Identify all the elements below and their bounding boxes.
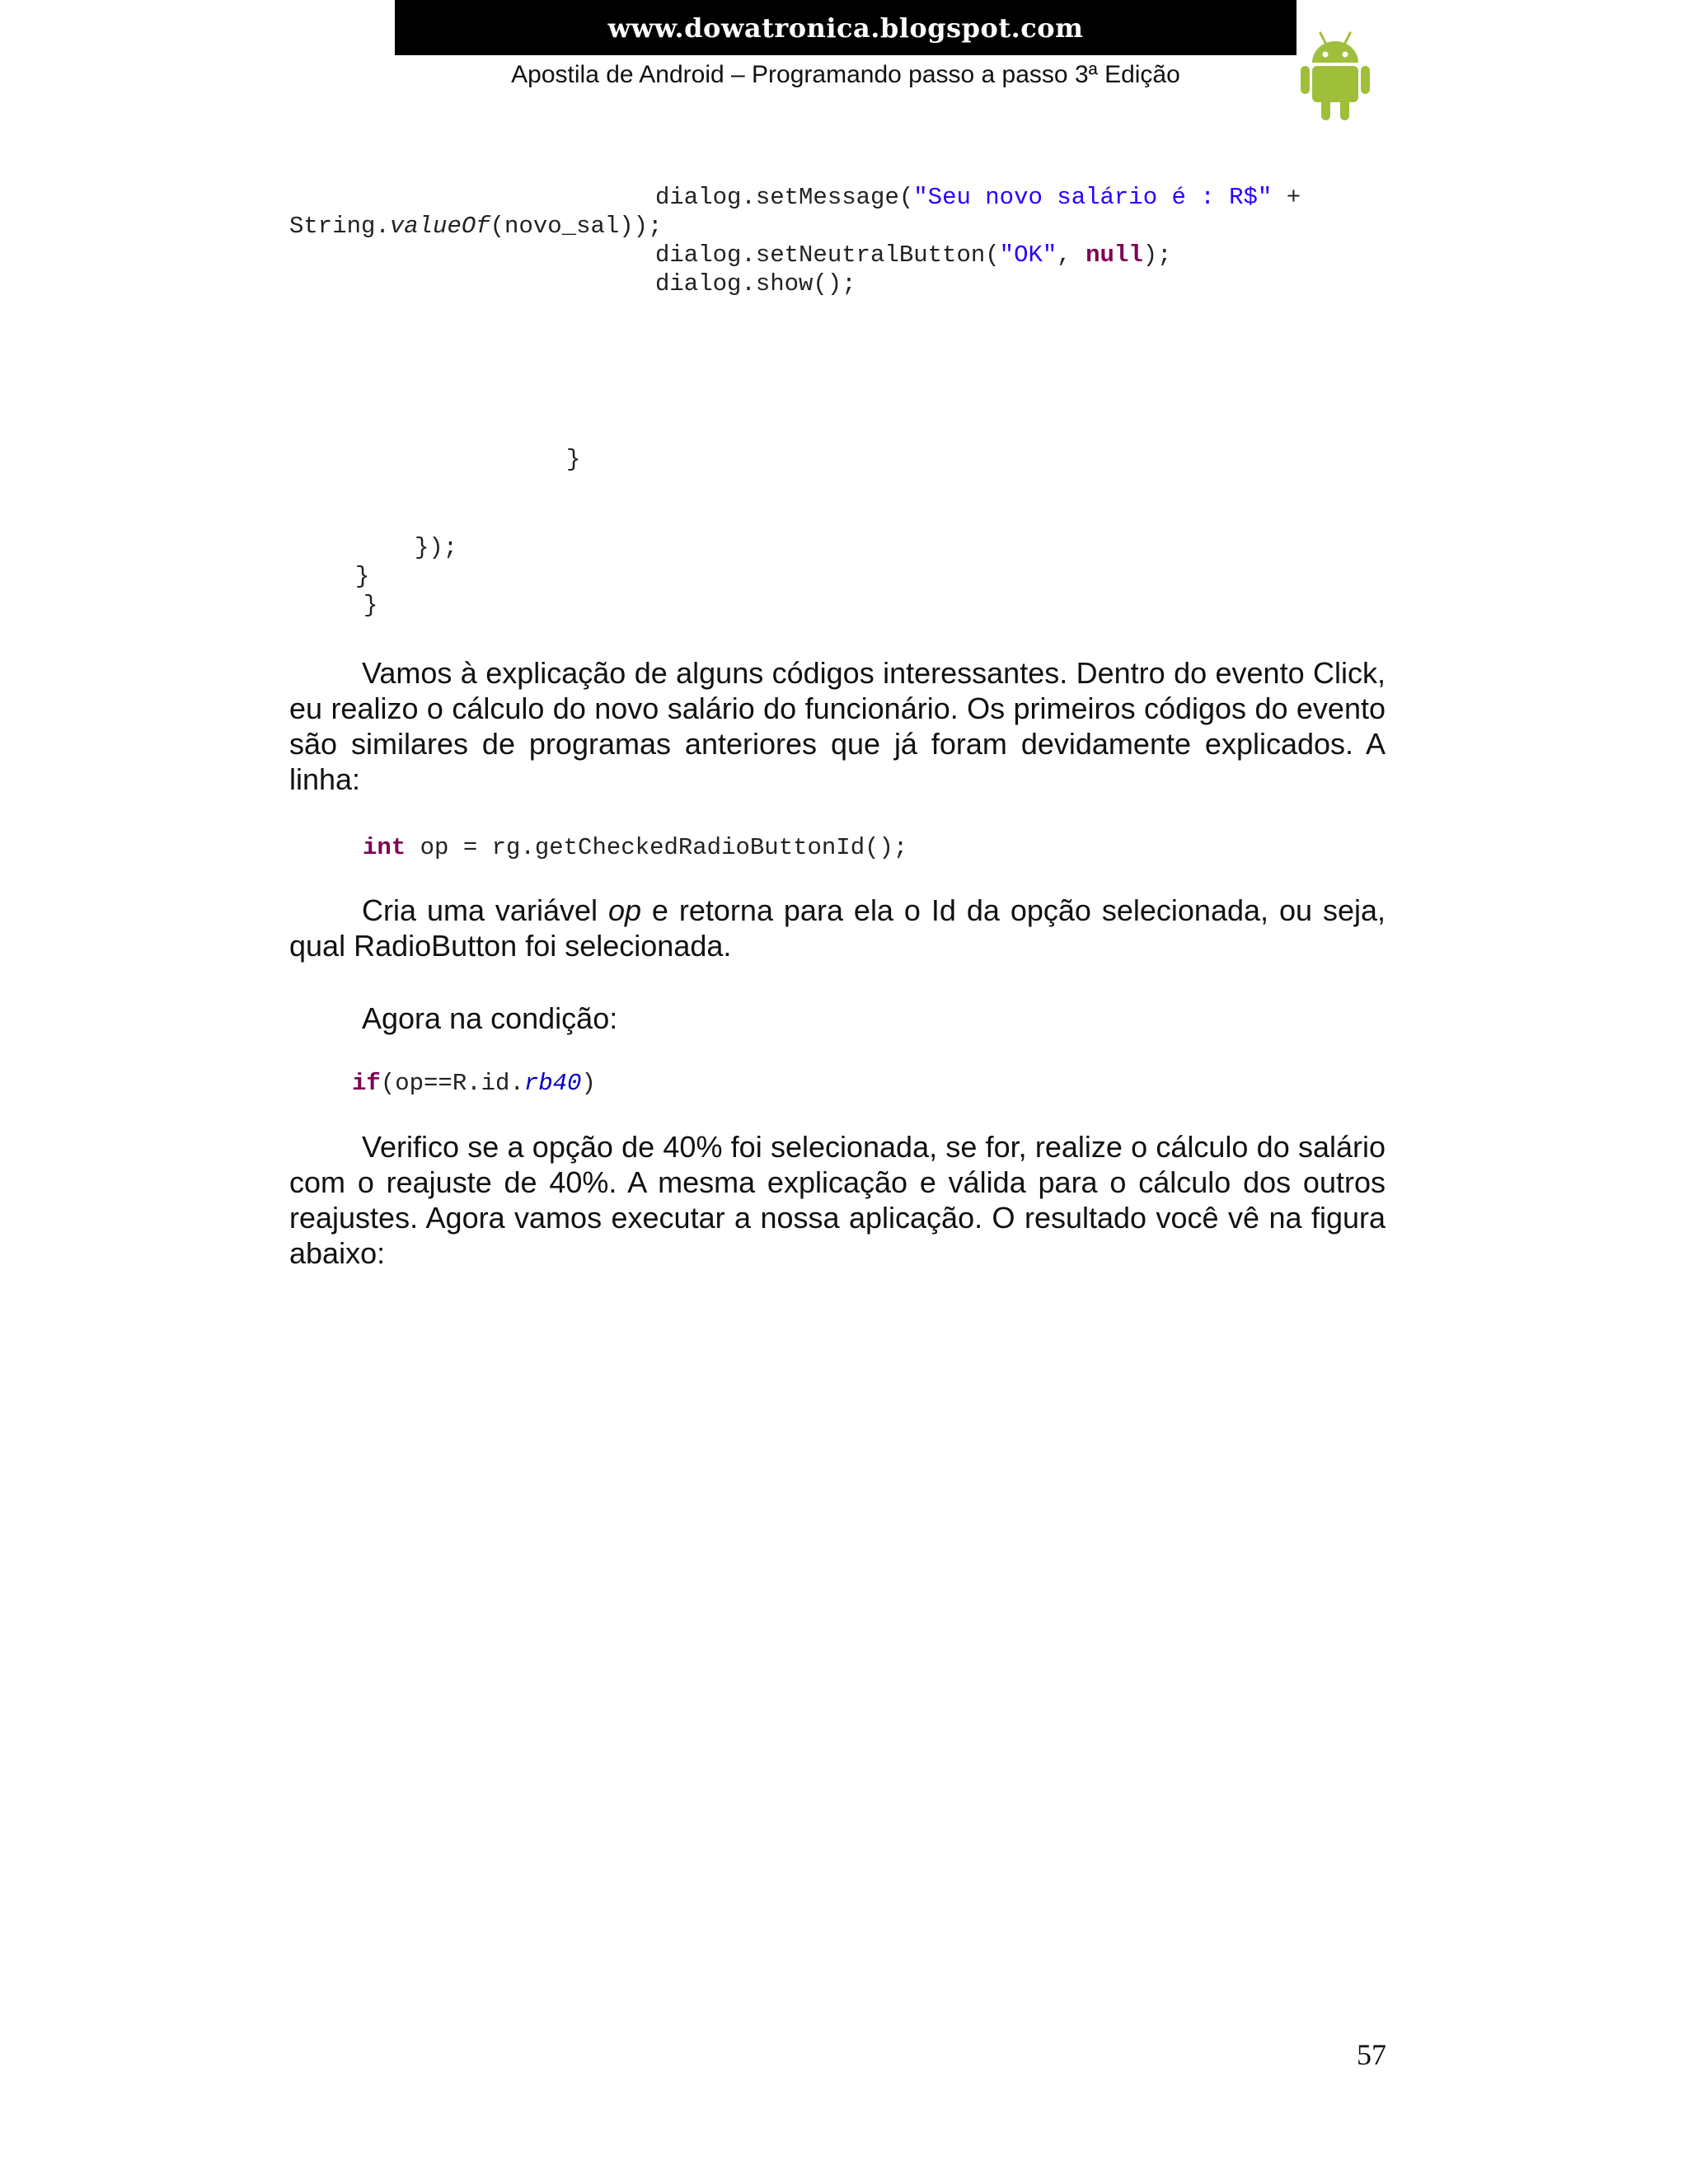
code-line: } [355, 563, 370, 590]
body-paragraph: Verifico se a opção de 40% foi selecionada, se for, realize o cálculo do salário com o reajuste de 40%. A mesma explicação e válida para o cálculo dos outros reajustes. Agora vamos executar a nossa aplicação. O resultado você vê na figura abaixo: [289, 1130, 1386, 1270]
code-line: dialog.show(); [655, 270, 856, 298]
code-line: int op = rg.getCheckedRadioButtonId(); [363, 834, 908, 861]
banner-url-text: www.dowatronica.blogspot.com [607, 12, 1084, 44]
page-number: 57 [1357, 2038, 1386, 2071]
code-line: dialog.setNeutralButton("OK", null); [655, 241, 1172, 269]
body-paragraph: Cria uma variável op e retorna para ela o Id da opção selecionada, ou seja, qual RadioButton foi selecionada. [289, 893, 1386, 963]
document-subtitle: Apostila de Android – Programando passo a passo 3ª Edição [511, 61, 1180, 88]
code-line: dialog.setMessage("Seu novo salário é : R$" + [655, 184, 1301, 211]
android-robot-icon [1294, 25, 1376, 124]
code-line: String.valueOf(novo_sal)); [289, 213, 663, 240]
code-line: } [363, 592, 378, 619]
code-line: } [566, 446, 581, 473]
body-paragraph: Vamos à explicação de alguns códigos interessantes. Dentro do evento Click, eu realizo o cálculo do novo salário do funcionário. Os primeiros códigos do evento são similares de programas anteriores que já foram devidamente explicados. A linha: [289, 656, 1386, 796]
body-paragraph: Agora na condição: [362, 1001, 618, 1035]
code-line: }); [415, 534, 458, 561]
code-line: if(op==R.id.rb40) [352, 1070, 596, 1097]
header-banner [395, 0, 1296, 55]
